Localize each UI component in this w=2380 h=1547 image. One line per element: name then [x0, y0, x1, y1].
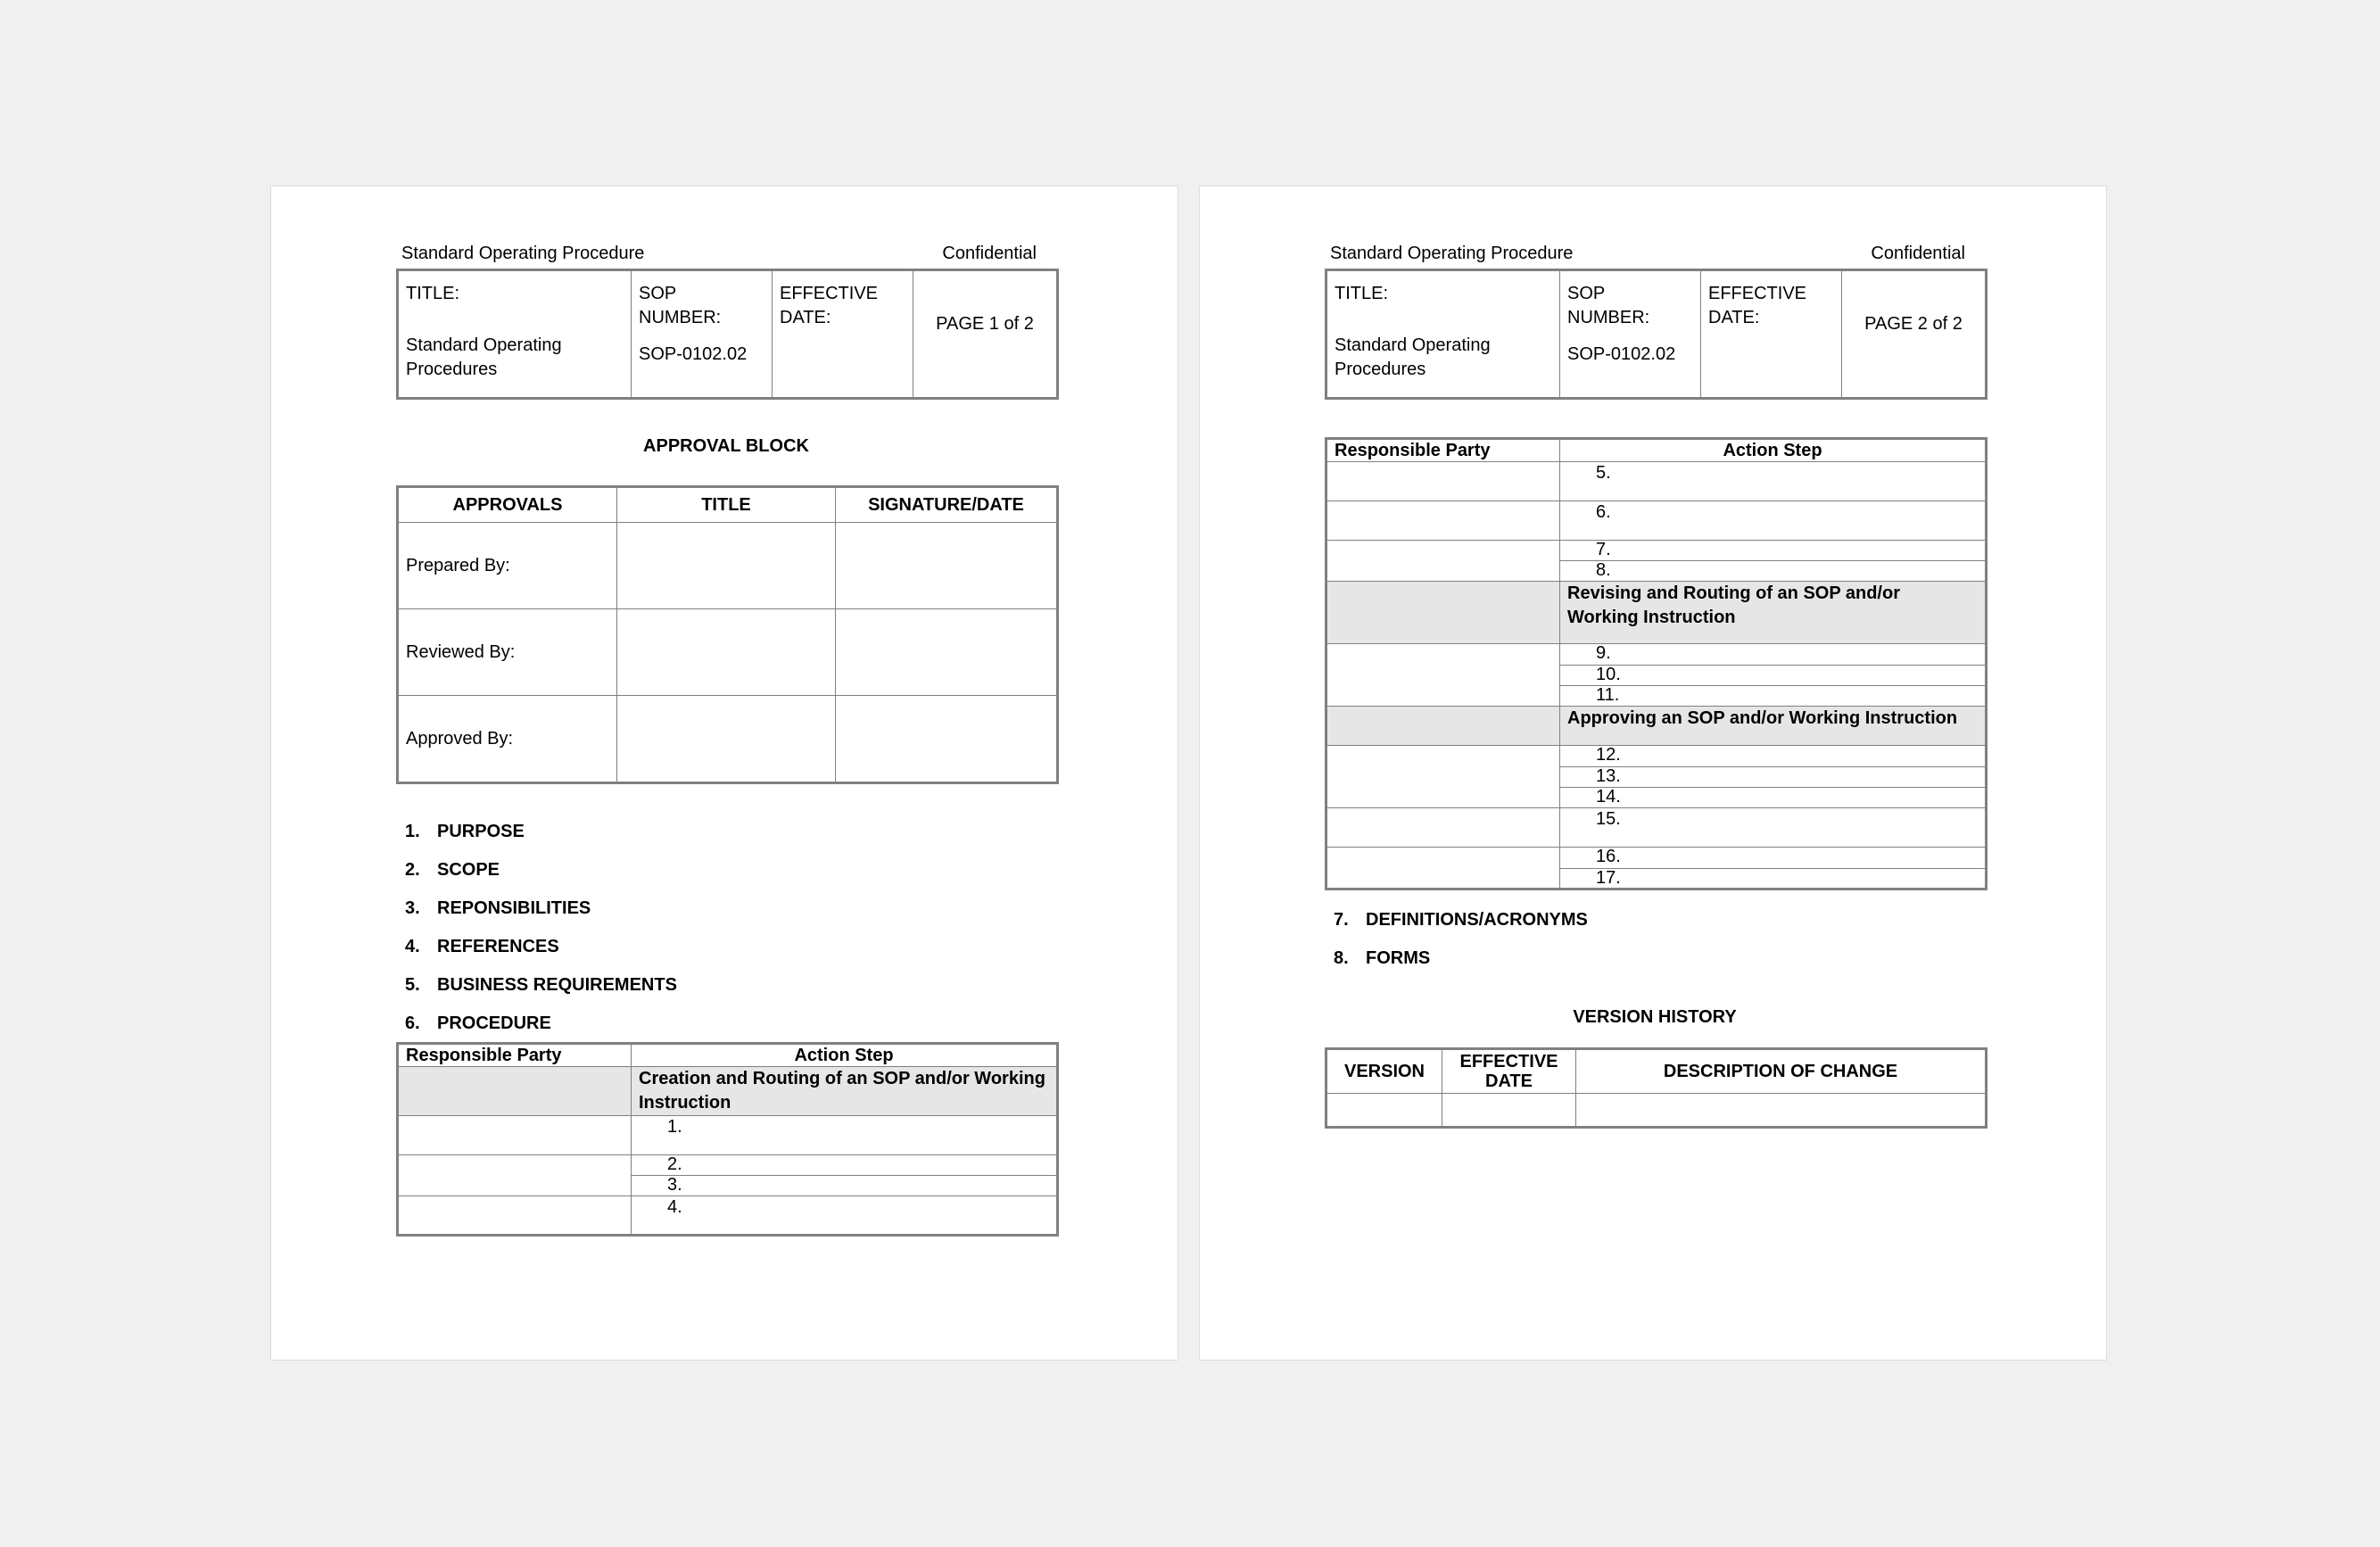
- sop-number-cell: [632, 270, 773, 399]
- header-left-text: Standard Operating Procedure: [1330, 244, 1574, 263]
- version-effective-date-header: EFFECTIVE DATE: [1442, 1049, 1576, 1094]
- section-item: 2. SCOPE: [405, 860, 500, 880]
- sop-label-line1: SOP: [1567, 284, 1606, 303]
- proc-section-revising: Revising and Routing of an SOP and/or Working Instruction: [1560, 582, 1987, 644]
- step-item[interactable]: 3.: [632, 1176, 1058, 1196]
- version-history-title: VERSION HISTORY: [1573, 1007, 1737, 1027]
- approval-header-signature: SIGNATURE/DATE: [836, 487, 1058, 523]
- responsible-party-field[interactable]: [1326, 462, 1560, 501]
- step-item[interactable]: 12.: [1560, 746, 1987, 767]
- version-description-header: DESCRIPTION OF CHANGE: [1576, 1049, 1987, 1094]
- section-list: [1325, 910, 1985, 987]
- proc-header-party: Responsible Party: [398, 1044, 632, 1067]
- section-item: 5. BUSINESS REQUIREMENTS: [405, 975, 677, 995]
- approval-header-title: TITLE: [617, 487, 836, 523]
- document-page-1: [270, 186, 1178, 1361]
- approval-row-label: Reviewed By:: [398, 609, 617, 696]
- approval-signature-field[interactable]: [836, 696, 1058, 783]
- responsible-party-field[interactable]: [398, 1116, 632, 1155]
- eff-label-line1: EFFECTIVE: [780, 284, 879, 303]
- version-history-table: [1325, 1047, 1987, 1129]
- effective-date-cell: [773, 270, 913, 399]
- page-header: [1325, 238, 1985, 269]
- procedure-table: [1325, 437, 1987, 890]
- title-label: TITLE:: [406, 284, 460, 303]
- step-item[interactable]: 5.: [1560, 462, 1987, 501]
- approval-table: [396, 485, 1059, 784]
- sop-label-line2: NUMBER:: [1567, 308, 1650, 327]
- step-item[interactable]: 10.: [1560, 666, 1987, 686]
- sop-info-table: [396, 269, 1059, 400]
- approval-row-label: Approved By:: [398, 696, 617, 783]
- step-item[interactable]: 11.: [1560, 686, 1987, 707]
- procedure-table: [396, 1042, 1059, 1237]
- section-item: 8. FORMS: [1334, 948, 1431, 968]
- title-value-line1: Standard Operating: [406, 335, 562, 355]
- header-right-text: Confidential: [1871, 244, 1965, 263]
- proc-header-step: Action Step: [632, 1044, 1058, 1067]
- version-date-field[interactable]: [1442, 1094, 1576, 1128]
- sop-label-line1: SOP: [639, 284, 677, 303]
- title-cell: [1326, 270, 1560, 399]
- section-list: [396, 822, 1056, 1042]
- responsible-party-field[interactable]: [398, 1155, 632, 1196]
- sop-label-line2: NUMBER:: [639, 308, 722, 327]
- version-header: VERSION: [1326, 1049, 1442, 1094]
- eff-label-line2: DATE:: [780, 308, 831, 327]
- responsible-party-field[interactable]: [1326, 848, 1560, 889]
- step-item[interactable]: 14.: [1560, 788, 1987, 808]
- title-value-line2: Procedures: [406, 360, 498, 379]
- eff-label-line1: EFFECTIVE: [1708, 284, 1807, 303]
- approval-header-approvals: APPROVALS: [398, 487, 617, 523]
- step-item[interactable]: 7.: [1560, 541, 1987, 561]
- page-number-cell: [913, 270, 1058, 399]
- approval-title-field[interactable]: [617, 609, 836, 696]
- version-field[interactable]: [1326, 1094, 1442, 1128]
- step-item[interactable]: 9.: [1560, 644, 1987, 666]
- section-item: 3. REPONSIBILITIES: [405, 898, 591, 918]
- responsible-party-field[interactable]: [398, 1196, 632, 1236]
- version-description-field[interactable]: [1576, 1094, 1987, 1128]
- title-label: TITLE:: [1335, 284, 1389, 303]
- step-item[interactable]: 15.: [1560, 808, 1987, 848]
- proc-section-approving: Approving an SOP and/or Working Instruction: [1560, 707, 1987, 746]
- page-header: [396, 238, 1056, 269]
- title-value-line1: Standard Operating: [1335, 335, 1491, 355]
- proc-header-step: Action Step: [1560, 439, 1987, 462]
- responsible-party-field[interactable]: [1326, 644, 1560, 707]
- proc-section-creation: Creation and Routing of an SOP and/or Working Instruction: [632, 1067, 1058, 1116]
- approval-title-field[interactable]: [617, 523, 836, 609]
- title-cell: [398, 270, 632, 399]
- header-left-text: Standard Operating Procedure: [401, 244, 645, 263]
- header-right-text: Confidential: [942, 244, 1037, 263]
- responsible-party-field[interactable]: [1326, 501, 1560, 541]
- step-item[interactable]: 1.: [632, 1116, 1058, 1155]
- sop-info-table: [1325, 269, 1987, 400]
- step-item[interactable]: 16.: [1560, 848, 1987, 869]
- responsible-party-field[interactable]: [1326, 541, 1560, 582]
- step-item[interactable]: 13.: [1560, 767, 1987, 788]
- step-item[interactable]: 17.: [1560, 869, 1987, 889]
- document-page-2: [1199, 186, 2107, 1361]
- page-number: PAGE 2 of 2: [1864, 314, 1963, 334]
- effective-date-cell: [1701, 270, 1842, 399]
- approval-title-field[interactable]: [617, 696, 836, 783]
- step-item[interactable]: 2.: [632, 1155, 1058, 1176]
- page-number: PAGE 1 of 2: [936, 314, 1034, 334]
- sop-number-cell: [1560, 270, 1701, 399]
- responsible-party-field[interactable]: [1326, 746, 1560, 808]
- step-item[interactable]: 4.: [632, 1196, 1058, 1236]
- sop-number-value: SOP-0102.02: [1567, 344, 1676, 364]
- approval-row-label: Prepared By:: [398, 523, 617, 609]
- sop-number-value: SOP-0102.02: [639, 344, 748, 364]
- approval-block-title: APPROVAL BLOCK: [643, 436, 809, 456]
- page-number-cell: [1842, 270, 1987, 399]
- section-item: 1. PURPOSE: [405, 822, 525, 841]
- eff-label-line2: DATE:: [1708, 308, 1760, 327]
- section-item: 6. PROCEDURE: [405, 1013, 551, 1033]
- step-item[interactable]: 8.: [1560, 561, 1987, 582]
- title-value-line2: Procedures: [1335, 360, 1426, 379]
- approval-signature-field[interactable]: [836, 609, 1058, 696]
- step-item[interactable]: 6.: [1560, 501, 1987, 541]
- approval-signature-field[interactable]: [836, 523, 1058, 609]
- section-item: 7. DEFINITIONS/ACRONYMS: [1334, 910, 1588, 930]
- responsible-party-field[interactable]: [1326, 808, 1560, 848]
- proc-header-party: Responsible Party: [1326, 439, 1560, 462]
- section-item: 4. REFERENCES: [405, 937, 559, 956]
